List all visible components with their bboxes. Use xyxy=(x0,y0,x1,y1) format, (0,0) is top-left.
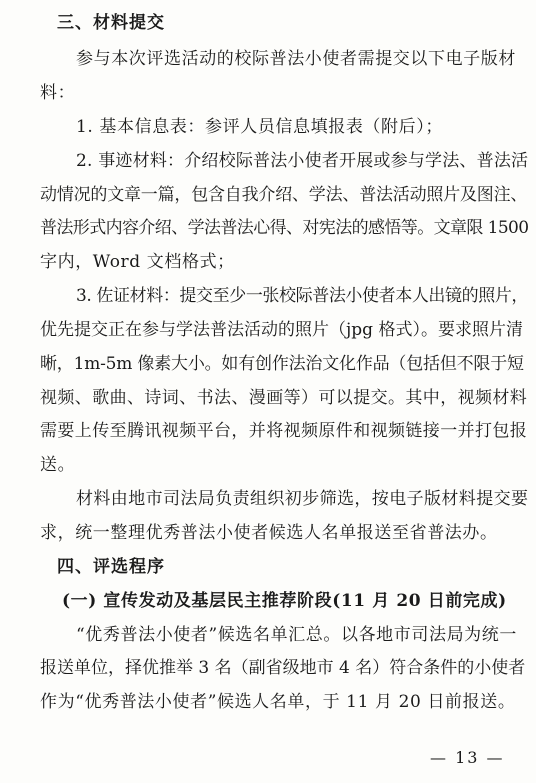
item3-line5: 需要上传至腾讯视频平台，并将视频原件和视频链接一并打包报 xyxy=(40,421,528,441)
item2-line2: 动情况的文章一篇，包含自我介绍、学法、普法活动照片及图注、 xyxy=(40,185,528,205)
item3-line2: 优先提交正在参与学法普法活动的照片（jpg 格式）。要求照片清 xyxy=(40,320,523,340)
stage1-line2: 报送单位，择优推举 3 名（副省级地市 4 名）符合条件的小使者 xyxy=(40,658,526,678)
section3-intro-line2: 料： xyxy=(40,83,76,103)
section-heading-4: 四、评选程序 xyxy=(57,557,165,577)
section-heading-3: 三、材料提交 xyxy=(57,13,165,33)
screening-para-line1: 材料由地市司法局负责组织初步筛选，按电子版材料提交要 xyxy=(76,489,529,509)
item2-line1: 2. 事迹材料：介绍校际普法小使者开展或参与学法、普法活 xyxy=(76,151,529,171)
item3-line3: 晰，1m-5m 像素大小。如有创作法治文化作品（包括但不限于短 xyxy=(40,354,524,374)
item3-line4: 视频、歌曲、诗词、书法、漫画等）可以提交。其中，视频材料 xyxy=(40,388,528,408)
item3-line1: 3. 佐证材料：提交至少一张校际普法小使者本人出镜的照片， xyxy=(76,286,529,306)
stage1-line3: 作为“优秀普法小使者”候选人名单，于 11 月 20 日前报送。 xyxy=(40,692,516,712)
item3-line6: 送。 xyxy=(40,455,76,475)
page-number: — 13 — xyxy=(430,748,505,767)
item2-line3: 普法形式内容介绍、学法普法心得、对宪法的感悟等。文章限 1500 xyxy=(40,218,529,238)
stage1-line1: “优秀普法小使者”候选名单汇总。以各地市司法局为统一 xyxy=(76,625,517,645)
item1-basic-info: 1. 基本信息表：参评人员信息填报表（附后）； xyxy=(76,117,443,137)
stage1-heading: (一) 宣传发动及基层民主推荐阶段(11 月 20 日前完成) xyxy=(62,591,507,611)
section3-intro-line1: 参与本次评选活动的校际普法小使者需提交以下电子版材 xyxy=(76,49,516,69)
item2-line4: 字内，Word 文档格式； xyxy=(40,252,235,272)
screening-para-line2: 求，统一整理优秀普法小使者候选人名单报送至省普法办。 xyxy=(40,523,498,543)
